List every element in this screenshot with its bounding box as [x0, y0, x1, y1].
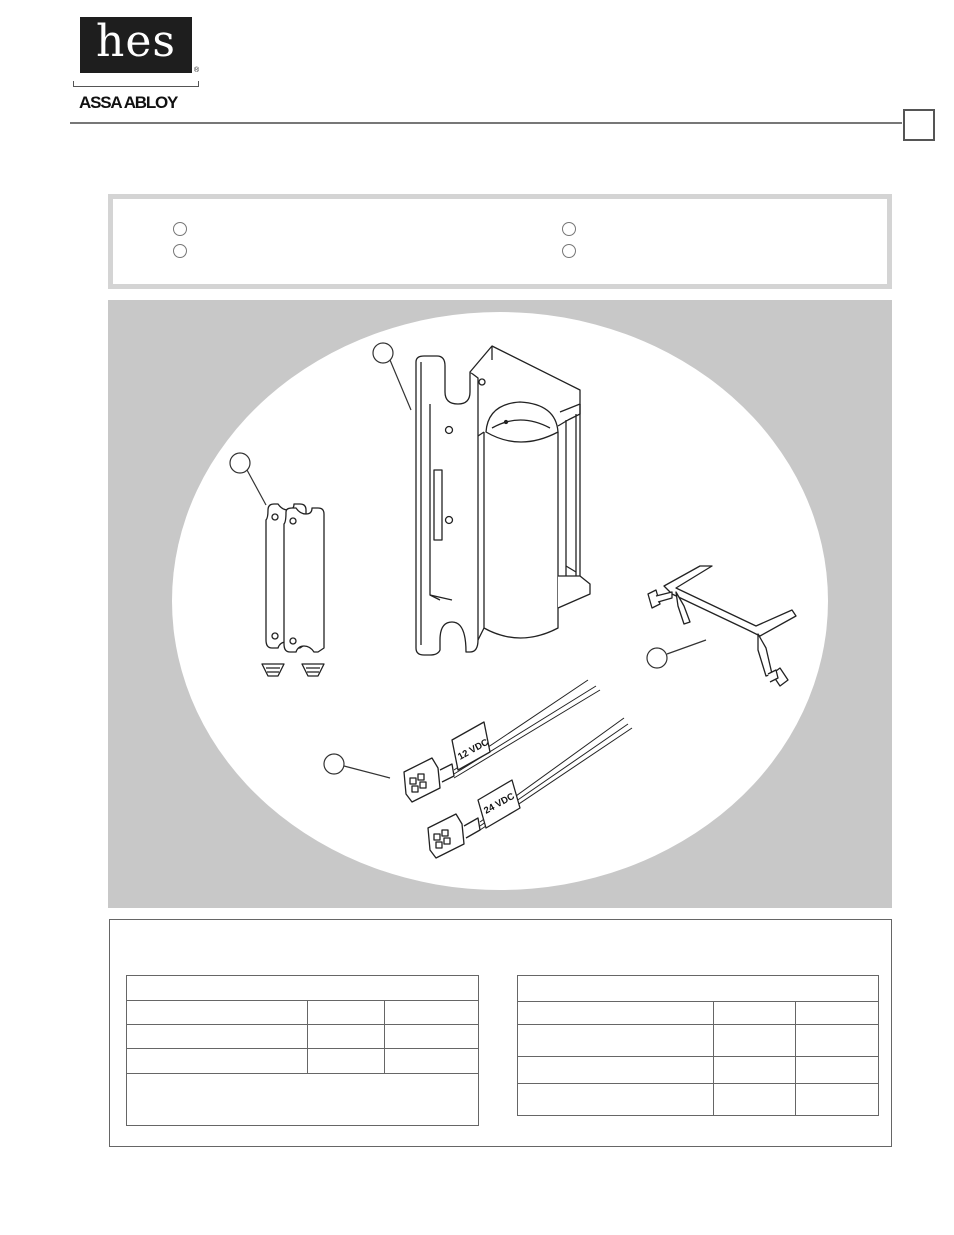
left-table-cell — [385, 1049, 479, 1074]
left-table-cell — [127, 1001, 308, 1025]
right-table-cell — [518, 1084, 714, 1116]
left-table-footer — [127, 1074, 479, 1126]
callout-circle-harness — [324, 754, 344, 774]
right-table-cell — [796, 1057, 879, 1084]
brand-logo-text: hes — [96, 16, 176, 67]
left-spec-table — [126, 975, 479, 1126]
left-table-cell — [127, 1025, 308, 1049]
callout-circle-bracket — [647, 648, 667, 668]
left-table-cell — [308, 1001, 385, 1025]
right-table-cell — [518, 1002, 714, 1025]
right-table-cell — [796, 1025, 879, 1057]
left-table-cell — [308, 1049, 385, 1074]
left-table-cell — [127, 1049, 308, 1074]
wire-label-24vdc: 24 VDC — [482, 790, 517, 817]
right-table-cell — [714, 1002, 796, 1025]
registered-mark: ® — [194, 67, 200, 74]
brand-parent-name: ASSA ABLOY — [79, 93, 178, 112]
wire-label-12vdc: 12 VDC — [456, 736, 491, 763]
right-table-cell — [714, 1025, 796, 1057]
right-table-cell — [714, 1057, 796, 1084]
left-table-header — [127, 976, 479, 1001]
right-table-header — [518, 976, 879, 1002]
right-spec-table — [517, 975, 879, 1116]
right-table-cell — [796, 1002, 879, 1025]
left-table-cell — [385, 1001, 479, 1025]
right-table-cell — [518, 1025, 714, 1057]
right-table-cell — [796, 1084, 879, 1116]
left-table-cell — [308, 1025, 385, 1049]
right-table-cell — [518, 1057, 714, 1084]
right-table-cell — [714, 1084, 796, 1116]
left-table-cell — [385, 1025, 479, 1049]
